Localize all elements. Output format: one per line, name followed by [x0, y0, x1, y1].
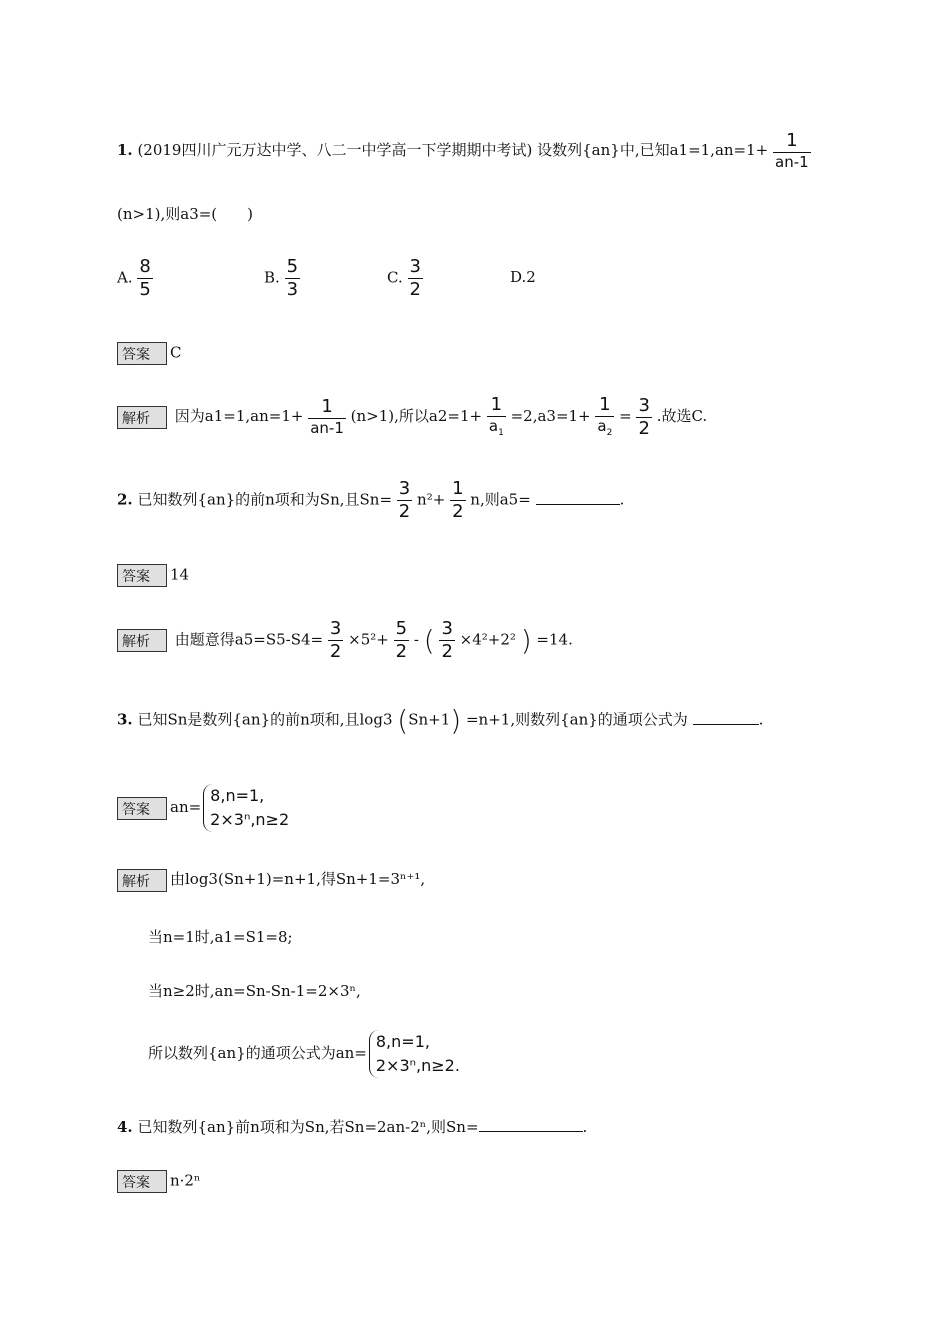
frac-den: 2 [395, 641, 408, 662]
q2-number: 2. [117, 490, 133, 509]
q4-answer-blank[interactable] [479, 1117, 583, 1132]
frac-den: $a_1$ [488, 417, 504, 438]
analysis-tag: 解析 [117, 629, 167, 652]
q1-line [117, 132, 811, 170]
q1-frac-den: an-1 [775, 153, 809, 171]
analysis-fraction [439, 620, 454, 661]
option-label: A. [117, 268, 133, 287]
frac-num: 3 [638, 394, 650, 416]
q4-line [117, 1116, 587, 1137]
q1-answer [117, 342, 181, 365]
analysis-text: 因为a1=1,an=1+ [174, 407, 304, 425]
q3-analysis-line3: 当n≥2时,an=Sn-Sn-1=2×3ⁿ, [148, 982, 361, 1000]
option-fraction [137, 258, 152, 299]
q1-option-a [117, 258, 153, 299]
frac-num: 5 [395, 618, 408, 639]
answer-text: an= [170, 798, 202, 816]
frac-den: 2 [409, 279, 421, 300]
case-2: 2×3ⁿ,n≥2. [375, 1056, 460, 1075]
q2-line [117, 480, 624, 521]
q1-number: 1. [117, 141, 133, 159]
answer-text: n·2ⁿ [170, 1171, 201, 1190]
piecewise-formula [203, 784, 289, 832]
analysis-text: = [619, 407, 632, 425]
case-2: 2×3ⁿ,n≥2 [210, 810, 290, 829]
answer-tag: 答案 [117, 564, 167, 587]
frac-num: 8 [139, 256, 151, 277]
analysis-fraction [595, 396, 614, 438]
q3-answer [117, 784, 289, 832]
frac-den: 2 [638, 417, 650, 439]
q3-stem: 已知Sn是数列{an}的前n项和,且log3 [137, 710, 393, 729]
q2-analysis [117, 620, 573, 661]
option-fraction [408, 258, 423, 299]
q4-number: 4. [117, 1118, 133, 1136]
q4-stem: 已知数列{an}前n项和为Sn,若Sn=2an-2ⁿ,则Sn= [137, 1118, 479, 1136]
analysis-fraction [394, 620, 409, 661]
option-value: 2 [526, 268, 536, 286]
frac-num: 1 [308, 398, 346, 419]
option-label: B. [264, 268, 280, 287]
q1-stem: 设数列{an}中,已知a1=1,an=1+ [537, 141, 769, 159]
frac-den: 3 [286, 279, 299, 300]
frac-num: 1 [595, 396, 614, 417]
q3-analysis-line4 [148, 1030, 460, 1078]
analysis-tag: 解析 [117, 406, 167, 429]
frac-den: 2 [452, 501, 464, 522]
analysis-fraction [308, 398, 346, 436]
frac-num: 3 [441, 618, 453, 639]
option-label: D. [510, 268, 527, 286]
q2-text: n,则a5= [470, 490, 531, 509]
q2-answer [117, 564, 189, 587]
right-paren: ) [450, 704, 462, 737]
q2-stem: 已知数列{an}的前n项和为Sn,且Sn= [137, 490, 393, 509]
analysis-tag: 解析 [117, 869, 167, 892]
left-paren: ( [423, 624, 435, 657]
frac-den: 2 [329, 641, 342, 662]
frac-num: 3 [398, 478, 411, 499]
q1-frac-num: 1 [773, 132, 811, 153]
analysis-text: .故选C. [656, 407, 708, 425]
analysis-fraction [487, 396, 506, 438]
frac-num: 1 [487, 396, 506, 417]
q3-text: =n+1,则数列{an}的通项公式为 [465, 710, 688, 729]
q2-answer-blank[interactable] [536, 490, 620, 505]
analysis-text: ×4²+2² [459, 630, 516, 649]
q1-source: (2019四川广元万达中学、八二一中学高一下学期期中考试) [137, 141, 533, 159]
frac-den: 2 [441, 641, 453, 662]
answer-tag: 答案 [117, 342, 167, 365]
q3-end: . [758, 710, 764, 729]
q3-inner: Sn+1 [408, 710, 451, 729]
q1-option-b [264, 258, 300, 299]
q2-text: n²+ [417, 490, 446, 509]
analysis-text: (n>1),所以a2=1+ [350, 407, 483, 425]
option-label: C. [387, 268, 403, 287]
q3-analysis-line2: 当n=1时,a1=S1=8; [148, 928, 293, 946]
analysis-text: - [413, 630, 419, 649]
left-paren: ( [397, 704, 409, 737]
analysis-text: 由题意得a5=S5-S4= [174, 630, 324, 649]
q4-answer [117, 1170, 200, 1193]
answer-tag: 答案 [117, 1170, 167, 1193]
q2-end: . [619, 490, 625, 509]
frac-den: 2 [398, 501, 411, 522]
frac-den: an-1 [310, 419, 344, 437]
q3-number: 3. [117, 710, 133, 729]
analysis-text: ×5²+ [348, 630, 389, 649]
q1-option-d [510, 268, 536, 286]
frac-den: 5 [139, 279, 151, 300]
q1-option-c [387, 258, 423, 299]
analysis-text: 所以数列{an}的通项公式为an= [148, 1044, 367, 1062]
q1-options [117, 258, 717, 308]
case-1: 8,n=1, [210, 786, 265, 805]
q2-fraction [397, 480, 412, 521]
frac-num: 3 [409, 256, 421, 277]
analysis-fraction [636, 394, 651, 439]
analysis-text: =14. [536, 630, 573, 649]
frac-den: $a_2$ [597, 417, 613, 438]
answer-text: C [170, 343, 182, 362]
right-paren: ) [520, 624, 532, 657]
frac-num: 3 [329, 618, 342, 639]
analysis-text: =2,a3=1+ [510, 407, 591, 425]
frac-num: 1 [452, 478, 464, 499]
q4-end: . [582, 1118, 588, 1136]
q2-fraction [450, 480, 465, 521]
q3-answer-blank[interactable] [693, 710, 759, 725]
q3-analysis [117, 868, 425, 892]
q1-condition: (n>1),则a3=( ) [117, 205, 254, 223]
option-fraction [285, 258, 300, 299]
case-1: 8,n=1, [375, 1032, 430, 1051]
analysis-fraction [328, 620, 343, 661]
q1-fraction [773, 132, 811, 170]
answer-text: 14 [170, 565, 190, 584]
analysis-text: 由log3(Sn+1)=n+1,得Sn+1=3ⁿ⁺¹, [170, 870, 426, 888]
answer-tag: 答案 [117, 797, 167, 820]
q1-analysis [117, 396, 707, 438]
q3-line [117, 704, 763, 737]
frac-num: 5 [286, 256, 299, 277]
piecewise-formula [369, 1030, 460, 1078]
